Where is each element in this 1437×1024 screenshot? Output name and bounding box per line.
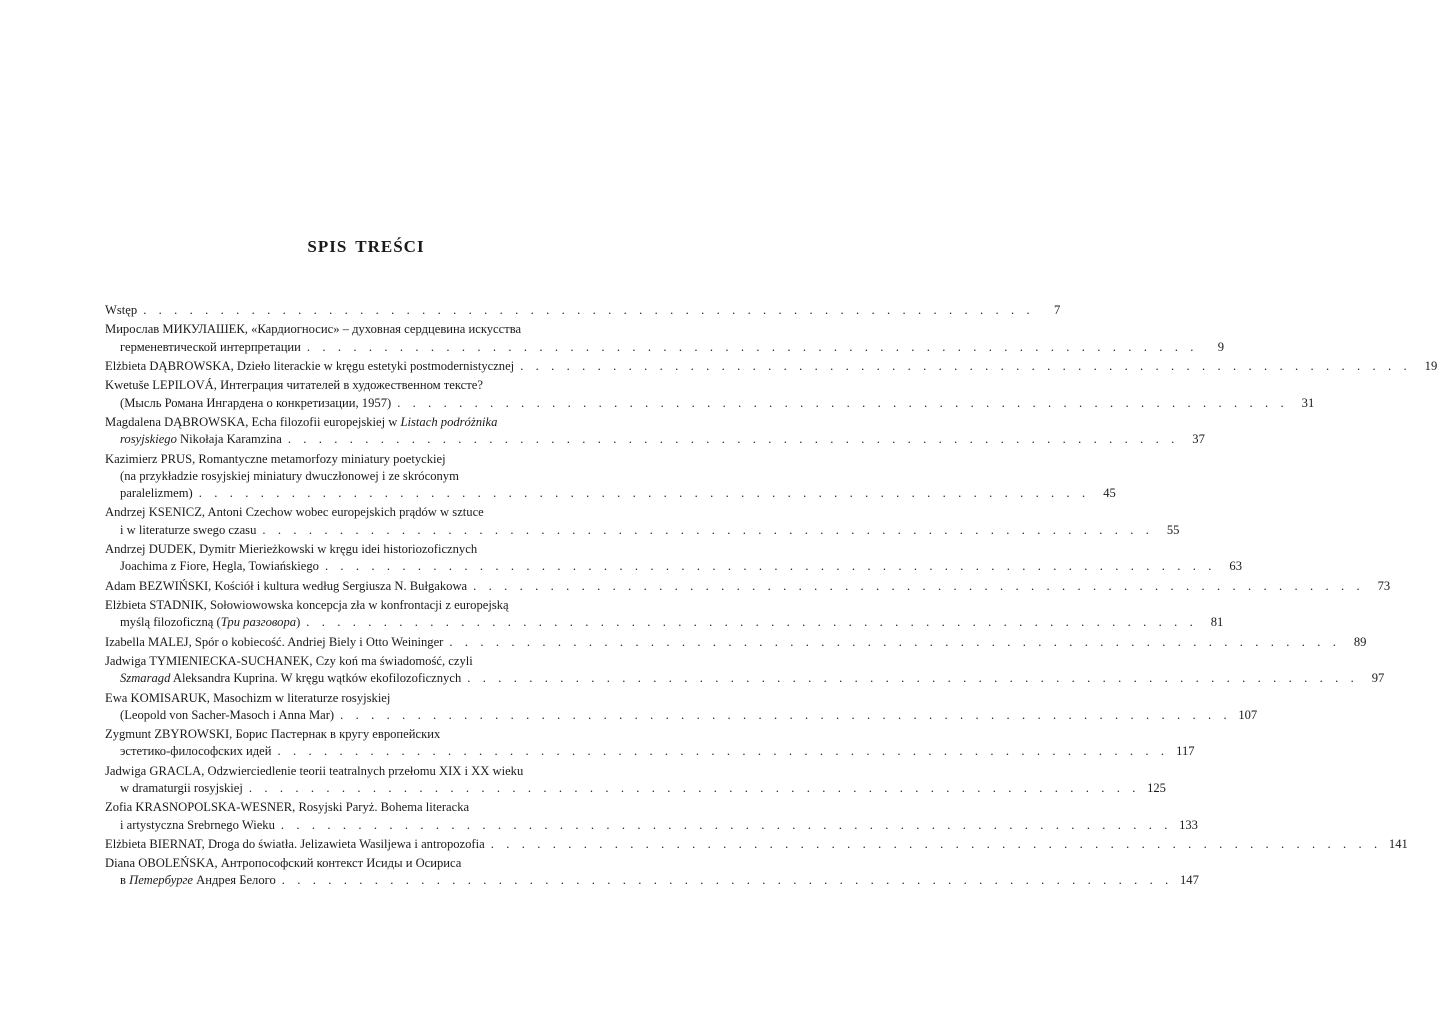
toc-entry-text [105, 578, 467, 595]
toc-entry-last-line [105, 743, 1195, 760]
toc-entry[interactable] [105, 597, 1224, 631]
toc-entry-last-line [105, 634, 1367, 651]
page-number: 97 [1371, 671, 1385, 686]
page-number: 9 [1217, 339, 1224, 354]
dot-leader: . . . . . . . . . . . . . . . . . . . . . . . . . . . . . . . . . . . . . . . . . . . . . . . . . . . . . . . . . . [277, 744, 1169, 759]
toc-entry[interactable] [105, 377, 1315, 411]
toc-entry-line [105, 855, 627, 872]
toc-entry-text [120, 872, 276, 889]
toc-entry-line [105, 414, 627, 431]
toc-text: Adam BEZWIŃSKI, Kościół i kultura według Sergiusza N. Bułgakowa [105, 578, 468, 593]
dot-leader: . . . . . . . . . . . . . . . . . . . . . . . . . . . . . . . . . . . . . . . . . . . . . . . . . . . . . . . . . . [198, 485, 1090, 500]
toc-entry-line [105, 541, 627, 558]
page-number: 7 [1053, 303, 1061, 317]
toc-italic-title: rosyjskiego [120, 432, 177, 447]
toc-entry-text [120, 485, 193, 502]
toc-entry[interactable] [105, 504, 1180, 538]
toc-text: Kwetuše LEPILOVÁ, Интеграция читателей в художественном тексте? [105, 378, 483, 393]
toc-entry-last-line [105, 302, 1061, 319]
toc-text: ) [296, 615, 301, 630]
toc-entry-line [105, 504, 627, 521]
toc-text: Zygmunt ZBYROWSKI, Борис Пастернак в кругу европейских [105, 727, 441, 742]
dot-leader: . . . . . . . . . . . . . . . . . . . . . . . . . . . . . . . . . . . . . . . . . . . . . . . . . . . . . . . . . . [473, 578, 1365, 593]
toc-text: герменевтической интерпретации [120, 339, 301, 354]
toc-text: myślą filozoficzną ( [120, 615, 221, 630]
toc-entry-last-line [105, 358, 1437, 375]
toc-text: i w literaturze swego czasu [120, 522, 257, 537]
page-number: 89 [1353, 634, 1367, 649]
page-number: 45 [1103, 485, 1116, 500]
toc-entry-text [120, 558, 319, 575]
page-number: 37 [1192, 432, 1205, 447]
dot-leader: . . . . . . . . . . . . . . . . . . . . . . . . . . . . . . . . . . . . . . . . . . . . . . . . . . . . . . . . . . [467, 671, 1359, 686]
toc-entry-last-line [105, 558, 1243, 575]
toc-italic-title: Три разговора [220, 615, 297, 630]
toc-entry[interactable] [105, 634, 1367, 651]
toc-entry[interactable] [105, 855, 1199, 889]
toc-text: Andrzej DUDEK, Dymitr Mierieżkowski w kręgu idei historiozoficznych [105, 541, 478, 556]
toc-entry-last-line [105, 817, 1198, 834]
toc-entry-text [120, 395, 391, 412]
toc-entry-text [120, 670, 461, 687]
toc-entry-line [105, 377, 627, 394]
dot-leader: . . . . . . . . . . . . . . . . . . . . . . . . . . . . . . . . . . . . . . . . . . . . . . . . . . . . . . . . . . [287, 432, 1179, 447]
toc-text: Ewa KOMISARUK, Masochizm w literaturze rosyjskiej [105, 690, 391, 705]
dot-leader: . . . . . . . . . . . . . . . . . . . . . . . . . . . . . . . . . . . . . . . . . . . . . . . . . . . . . . . . . . [248, 780, 1140, 795]
dot-leader: . . . . . . . . . . . . . . . . . . . . . . . . . . . . . . . . . . . . . . . . . . . . . . . . . . . . . . . . . . [262, 522, 1154, 537]
toc-text: (Leopold von Sacher-Masoch i Anna Mar) [120, 707, 335, 722]
page-number: 31 [1301, 395, 1315, 410]
toc-text: Andrzej KSENICZ, Antoni Czechow wobec europejskich prądów w sztuce [105, 505, 484, 520]
toc-entry[interactable] [105, 690, 1258, 724]
toc-entry-text [120, 339, 301, 356]
page-number: 125 [1147, 780, 1166, 795]
toc-entry-text [120, 743, 272, 760]
toc-entry[interactable] [105, 302, 1061, 319]
toc-text: Wstęp [105, 303, 138, 317]
dot-leader: . . . . . . . . . . . . . . . . . . . . . . . . . . . . . . . . . . . . . . . . . . . . . . . . . . . . . . . . . . [520, 358, 1412, 373]
toc-text: Nikołaja Karamzina [176, 432, 282, 447]
dot-leader: . . . . . . . . . . . . . . . . . . . . . . . . . . . . . . . . . . . . . . . . . . . . . . . . . . . . . . . . . . [397, 395, 1289, 410]
toc-text: Magdalena DĄBROWSKA, Echa filozofii europejskiej w [105, 414, 401, 429]
page-number: 63 [1229, 559, 1243, 574]
toc-entry[interactable] [105, 653, 1385, 687]
toc-text: Zofia KRASNOPOLSKA-WESNER, Rosyjski Paryż. Bohema literacka [105, 800, 470, 815]
page-number: 147 [1179, 873, 1199, 888]
toc-text: Aleksandra Kuprina. W kręgu wątków ekofilozoficznych [170, 671, 462, 686]
toc-entry-text [120, 780, 243, 797]
toc-entry-line [105, 451, 627, 468]
toc-entry-last-line [105, 339, 1224, 356]
toc-entry-line [105, 763, 627, 780]
table-of-contents [105, 302, 1437, 892]
toc-text: Андрея Белого [193, 873, 276, 888]
toc-text: paralelizmem) [120, 485, 193, 500]
toc-entry-last-line [105, 431, 1205, 448]
toc-text: Elżbieta BIERNAT, Droga do światła. Jelizawieta Wasiljewa i antropozofia [105, 836, 485, 851]
page-number: 107 [1238, 707, 1258, 722]
toc-entry[interactable] [105, 799, 1198, 833]
toc-text: в [120, 873, 130, 888]
toc-entry-text [105, 836, 485, 853]
toc-entry-line [105, 690, 627, 707]
page-number: 73 [1377, 578, 1391, 593]
toc-entry[interactable] [105, 763, 1166, 797]
page-number: 19 [1424, 358, 1437, 373]
dot-leader: . . . . . . . . . . . . . . . . . . . . . . . . . . . . . . . . . . . . . . . . . . . . . . . . . . . . . . . . . . [280, 817, 1172, 832]
toc-entry-text [105, 358, 514, 375]
toc-text: (Мысль Романа Ингардена о конкретизации, 1957) [120, 395, 392, 410]
toc-entry-last-line [105, 872, 1199, 889]
toc-entry-line [105, 726, 627, 743]
dot-leader: . . . . . . . . . . . . . . . . . . . . . . . . . . . . . . . . . . . . . . . . . . . . . . . . . . . . . . . . . . [306, 615, 1198, 630]
toc-entry-last-line [105, 670, 1385, 687]
toc-entry[interactable] [105, 414, 1205, 448]
toc-italic-title: Петербурге [129, 873, 194, 888]
toc-entry-last-line [105, 707, 1258, 724]
toc-text: Jadwiga TYMIENIECKA-SUCHANEK, Czy koń ma świadomość, czyli [105, 653, 473, 668]
toc-text: эстетико-философских идей [120, 744, 272, 759]
page-title: SPIS TREŚCI [307, 237, 425, 256]
page-number: 117 [1176, 744, 1195, 759]
toc-text: w dramaturgii rosyjskiej [120, 780, 243, 795]
toc-entry-text [105, 634, 443, 651]
toc-entry-text [105, 302, 137, 319]
dot-leader: . . . . . . . . . . . . . . . . . . . . . . . . . . . . . . . . . . . . . . . . . . . . . . . . . . . . . . . . . . [340, 707, 1232, 722]
toc-entry-last-line [105, 836, 1408, 853]
page-number: 133 [1179, 817, 1198, 832]
toc-entry-text [120, 707, 334, 724]
toc-entry[interactable] [105, 578, 1391, 595]
page-number: 55 [1166, 522, 1180, 537]
toc-text: Мирослав МИКУЛАШЕК, «Кардиогносис» – духовная сердцевина искусства [105, 322, 522, 337]
toc-italic-title: Szmaragd [120, 671, 171, 686]
toc-text: i artystyczna Srebrnego Wieku [120, 817, 275, 832]
toc-entry-line [105, 597, 627, 614]
toc-entry-line [105, 799, 627, 816]
toc-text: Izabella MALEJ, Spór o kobiecość. Andriej Biely i Otto Weininger [105, 634, 444, 649]
toc-entry-last-line [105, 522, 1180, 539]
toc-entry-line [105, 653, 627, 670]
toc-entry[interactable] [105, 451, 1116, 503]
toc-entry-last-line [105, 395, 1315, 412]
dot-leader: . . . . . . . . . . . . . . . . . . . . . . . . . . . . . . . . . . . . . . . . . . . . . . . . . . . . . . . . . . [490, 836, 1382, 851]
toc-entry[interactable] [105, 541, 1243, 575]
toc-text: (na przykładzie rosyjskiej miniatury dwuczłonowej i ze skróconym [120, 468, 459, 483]
toc-entry[interactable] [105, 836, 1408, 853]
toc-entry-last-line [105, 578, 1391, 595]
page-number: 141 [1388, 836, 1408, 851]
dot-leader: . . . . . . . . . . . . . . . . . . . . . . . . . . . . . . . . . . . . . . . . . . . . . . . . . . . . . . . . . . [281, 873, 1173, 888]
toc-text: Joachima z Fiore, Hegla, Towiańskiego [120, 559, 319, 574]
toc-text: Elżbieta STADNIK, Sołowiowowska koncepcja zła w konfrontacji z europejską [105, 597, 509, 612]
toc-entry-line [105, 468, 627, 485]
dot-leader: . . . . . . . . . . . . . . . . . . . . . . . . . . . . . . . . . . . . . . . . . . . . . . . . . . . . . . . . . . [143, 303, 1035, 317]
toc-text: Jadwiga GRACLA, Odzwierciedlenie teorii teatralnych przełomu XIX i XX wieku [105, 763, 524, 778]
toc-text: Diana OBOLEŃSKA, Антропософский контекст Исиды и Осириса [105, 856, 462, 871]
dot-leader: . . . . . . . . . . . . . . . . . . . . . . . . . . . . . . . . . . . . . . . . . . . . . . . . . . . . . . . . . . [306, 339, 1198, 354]
toc-entry-text [120, 522, 256, 539]
dot-leader: . . . . . . . . . . . . . . . . . . . . . . . . . . . . . . . . . . . . . . . . . . . . . . . . . . . . . . . . . . [449, 634, 1341, 649]
toc-entry[interactable] [105, 358, 1437, 375]
toc-italic-title: Listach podróżnika [400, 414, 498, 429]
toc-text: Kazimierz PRUS, Romantyczne metamorfozy miniatury poetyckiej [105, 451, 446, 466]
toc-entry-last-line [105, 614, 1224, 631]
toc-entry-text [120, 817, 275, 834]
toc-entry-last-line [105, 485, 1116, 502]
toc-entry-last-line [105, 780, 1166, 797]
toc-entry-line [105, 321, 627, 338]
page-number: 81 [1210, 615, 1224, 630]
dot-leader: . . . . . . . . . . . . . . . . . . . . . . . . . . . . . . . . . . . . . . . . . . . . . . . . . . . . . . . . . . [324, 559, 1217, 574]
toc-entry-text [120, 431, 282, 448]
toc-entry[interactable] [105, 321, 1224, 355]
toc-entry-text [120, 614, 300, 631]
toc-text: Elżbieta DĄBROWSKA, Dzieło literackie w kręgu estetyki postmodernistycznej [105, 358, 515, 373]
toc-entry[interactable] [105, 726, 1195, 760]
